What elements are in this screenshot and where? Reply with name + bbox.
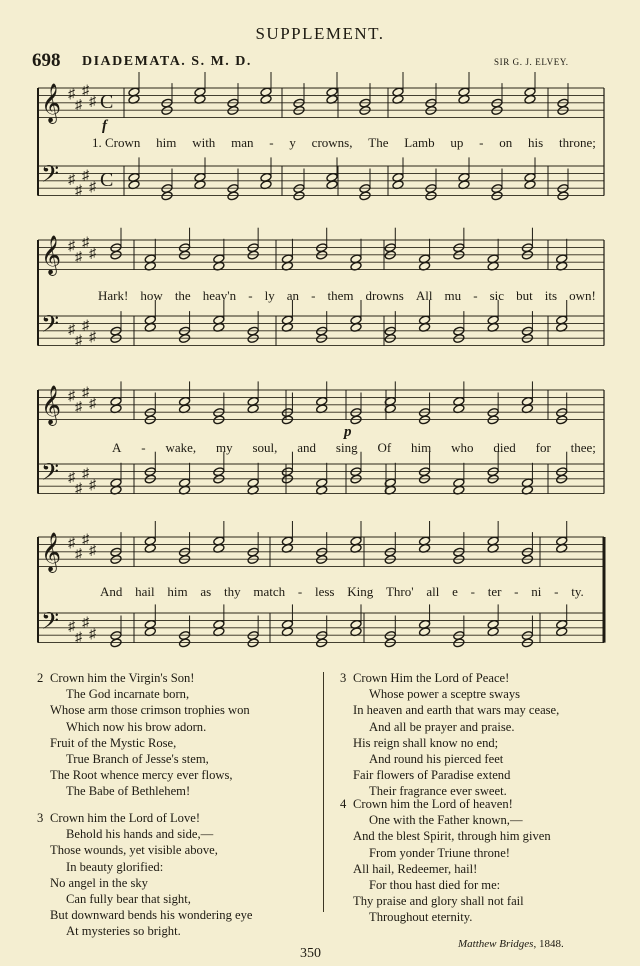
verse-number: 4 <box>340 797 347 811</box>
lyric-syllable: but <box>516 288 533 303</box>
lyric-syllable: ter <box>487 584 502 599</box>
verse-line: All hail, Redeemer, hail! <box>353 861 478 876</box>
lyric-syllable: ly <box>264 288 275 303</box>
verse-line: Whose power a sceptre sways <box>369 687 521 702</box>
lyric-syllable: mu <box>444 288 462 303</box>
key-sharp: ♯ <box>75 481 82 497</box>
key-sharp: ♯ <box>82 532 89 548</box>
verse-line: Behold his hands and side,— <box>66 827 214 842</box>
key-sharp: ♯ <box>68 322 75 338</box>
lyric-syllable: Thro' <box>385 584 414 599</box>
lyric-syllable: match <box>253 584 286 599</box>
key-sharp: ♯ <box>89 543 96 559</box>
verse-line: Crown him the Lord of heaven! <box>353 797 513 811</box>
lyric-syllable: him <box>411 440 432 455</box>
time-signature: C <box>100 91 114 113</box>
key-sharp: ♯ <box>68 536 75 551</box>
key-sharp: ♯ <box>89 626 96 642</box>
key-sharp: ♯ <box>89 477 96 493</box>
lyric-syllable: Hark! <box>98 288 129 303</box>
lyric-syllable: the <box>174 288 191 303</box>
lyric-syllable: how <box>140 288 163 303</box>
lyric-syllable: crowns, <box>311 135 353 150</box>
section-title: SUPPLEMENT. <box>255 24 385 43</box>
key-sharp: ♯ <box>75 630 82 646</box>
lyric-syllable: ty. <box>571 584 584 599</box>
tune-name: DIADEMATA. S. M. D. <box>82 54 252 69</box>
lyric-syllable: - <box>248 288 253 303</box>
lyric-syllable: all <box>426 584 440 599</box>
verse-line: Those wounds, yet visible above, <box>50 843 218 858</box>
lyric-syllable: - <box>141 440 146 455</box>
lyric-syllable: And <box>100 584 123 599</box>
bass-clef: 𝄢 <box>41 460 60 491</box>
verse-line: Which now his brow adorn. <box>66 719 207 734</box>
verse-line: No angel in the sky <box>50 875 148 890</box>
verse-line: Crown Him the Lord of Peace! <box>353 671 510 685</box>
verse-line: The Babe of Bethlehem! <box>66 784 191 799</box>
lyric-syllable: wake, <box>165 440 197 455</box>
verse-line: Throughout eternity. <box>369 910 473 925</box>
lyric-syllable: him <box>156 135 177 150</box>
lyric-line-1 <box>92 135 596 151</box>
lyric-syllable: Lamb <box>404 135 435 150</box>
lyric-syllable: hail <box>135 584 155 599</box>
lyric-syllable: A <box>112 440 122 455</box>
key-sharp: ♯ <box>89 329 96 345</box>
lyric-syllable: throne; <box>559 135 596 150</box>
verse-line: True Branch of Jesse's stem, <box>66 752 209 767</box>
key-sharp: ♯ <box>82 615 89 631</box>
verse-3 <box>37 810 253 940</box>
lyric-syllable: sing <box>335 440 358 455</box>
key-sharp: ♯ <box>82 168 89 184</box>
verse-3b <box>340 670 560 800</box>
lyric-syllable: - <box>479 135 484 150</box>
lyric-syllable: my <box>216 440 233 455</box>
lyric-syllable: thee; <box>570 440 596 455</box>
verse-line: But downward bends his wondering eye <box>50 908 253 923</box>
page-number: 350 <box>300 946 321 961</box>
key-sharp: ♯ <box>68 87 75 102</box>
verse-line: And round his pierced feet <box>369 752 504 767</box>
verse-line: In beauty glorified: <box>66 859 164 874</box>
key-sharp: ♯ <box>68 239 75 254</box>
key-sharp: ♯ <box>75 400 82 416</box>
verse-line: From yonder Triune throne! <box>369 845 510 860</box>
lyric-syllable: y <box>289 135 296 150</box>
dynamic-forte: f <box>102 118 107 134</box>
verse-line: The Root whence mercy ever flows, <box>50 768 233 783</box>
verse-line: At mysteries so bright. <box>66 924 181 939</box>
lyric-syllable: his <box>528 135 544 150</box>
key-sharp: ♯ <box>89 94 96 110</box>
key-sharp: ♯ <box>89 246 96 262</box>
key-sharp: ♯ <box>68 389 75 404</box>
lyric-syllable: ni <box>531 584 542 599</box>
key-sharp: ♯ <box>75 98 82 114</box>
lyric-syllable: him <box>167 584 188 599</box>
lyric-syllable: 1. Crown <box>92 135 141 150</box>
lyric-syllable: The <box>368 135 389 150</box>
verse-line: And all be prayer and praise. <box>369 719 515 734</box>
key-sharp: ♯ <box>89 179 96 195</box>
lyric-syllable: own! <box>569 288 596 303</box>
verse-line: Their fragrance ever sweet. <box>369 784 507 799</box>
verse-line: Crown him the Lord of Love! <box>50 811 201 825</box>
lyric-syllable: as <box>200 584 212 599</box>
treble-clef: 𝄞 <box>41 237 62 274</box>
verse-line: The God incarnate born, <box>66 687 190 702</box>
key-sharp: ♯ <box>89 396 96 412</box>
verse-line: Can fully bear that sight, <box>66 892 191 907</box>
lyric-line-4 <box>100 584 584 600</box>
lyric-syllable: who <box>451 440 474 455</box>
key-sharp: ♯ <box>75 333 82 349</box>
hymn-number: 698 <box>32 50 61 71</box>
author-name: Matthew Bridges <box>458 938 534 950</box>
lyric-syllable: an <box>286 288 300 303</box>
verse-number: 3 <box>37 811 44 825</box>
author-credit <box>458 938 564 950</box>
treble-clef: 𝄞 <box>41 387 62 424</box>
lyric-syllable: died <box>493 440 516 455</box>
key-sharp: ♯ <box>75 183 82 199</box>
lyric-syllable: - <box>514 584 519 599</box>
bass-clef: 𝄢 <box>41 312 60 343</box>
lyric-syllable: - <box>473 288 478 303</box>
bass-clef: 𝄢 <box>41 162 60 193</box>
verse-line: Fruit of the Mystic Rose, <box>50 735 177 750</box>
bass-clef: 𝄢 <box>41 609 60 640</box>
verse-line: In heaven and earth that wars may cease, <box>353 703 560 718</box>
lyric-syllable: for <box>535 440 551 455</box>
time-signature: C <box>100 169 114 191</box>
verse-line: Crown him the Virgin's Son! <box>50 671 195 685</box>
lyric-syllable: soul, <box>252 440 278 455</box>
verse-line: And the blest Spirit, through him given <box>353 829 551 844</box>
key-sharp: ♯ <box>68 172 75 188</box>
verse-number: 3 <box>340 671 347 685</box>
column-divider <box>323 672 324 912</box>
key-sharp: ♯ <box>82 83 89 99</box>
lyric-syllable: man <box>231 135 254 150</box>
lyric-syllable: King <box>347 584 374 599</box>
key-sharp: ♯ <box>82 235 89 251</box>
lyric-syllable: - <box>554 584 559 599</box>
dynamic-piano: p <box>344 424 352 440</box>
lyric-syllable: its <box>544 288 558 303</box>
lyric-syllable: less <box>314 584 335 599</box>
lyric-syllable: Of <box>377 440 392 455</box>
lyric-syllable: up <box>450 135 464 150</box>
lyric-syllable: sic <box>489 288 505 303</box>
lyric-syllable: - <box>470 584 475 599</box>
author-year: , 1848. <box>533 938 564 950</box>
lyric-syllable: - <box>269 135 274 150</box>
lyric-syllable: - <box>297 584 303 599</box>
key-sharp: ♯ <box>75 250 82 266</box>
lyric-syllable: All <box>415 288 433 303</box>
treble-clef: 𝄞 <box>41 85 62 122</box>
key-sharp: ♯ <box>75 547 82 563</box>
lyric-syllable: drowns <box>365 288 404 303</box>
verse-2 <box>37 670 250 800</box>
lyric-line-3 <box>112 440 596 456</box>
key-sharp: ♯ <box>82 466 89 482</box>
lyric-syllable: thy <box>223 584 241 599</box>
verse-line: For thou hast died for me: <box>369 878 501 893</box>
verse-line: Thy praise and glory shall not fail <box>353 894 524 909</box>
lyric-syllable: on <box>499 135 513 150</box>
lyric-syllable: e <box>452 584 458 599</box>
verse-line: Fair flowers of Paradise extend <box>353 768 511 783</box>
treble-clef: 𝄞 <box>41 534 62 571</box>
verse-4 <box>340 796 551 926</box>
verse-number: 2 <box>37 671 44 685</box>
lyric-line-2 <box>98 288 596 304</box>
lyric-syllable: with <box>192 135 216 150</box>
verse-line: His reign shall know no end; <box>353 735 499 750</box>
lyric-syllable: - <box>311 288 316 303</box>
key-sharp: ♯ <box>68 619 75 635</box>
verse-line: Whose arm those crimson trophies won <box>50 703 250 718</box>
lyric-syllable: heav'n <box>202 288 237 303</box>
lyric-syllable: them <box>327 288 354 303</box>
lyric-syllable: and <box>297 440 317 455</box>
key-sharp: ♯ <box>68 470 75 486</box>
composer: SIR G. J. ELVEY. <box>494 57 569 67</box>
verse-line: One with the Father known,— <box>369 813 523 828</box>
key-sharp: ♯ <box>82 318 89 334</box>
verses <box>0 668 640 939</box>
key-sharp: ♯ <box>82 385 89 401</box>
